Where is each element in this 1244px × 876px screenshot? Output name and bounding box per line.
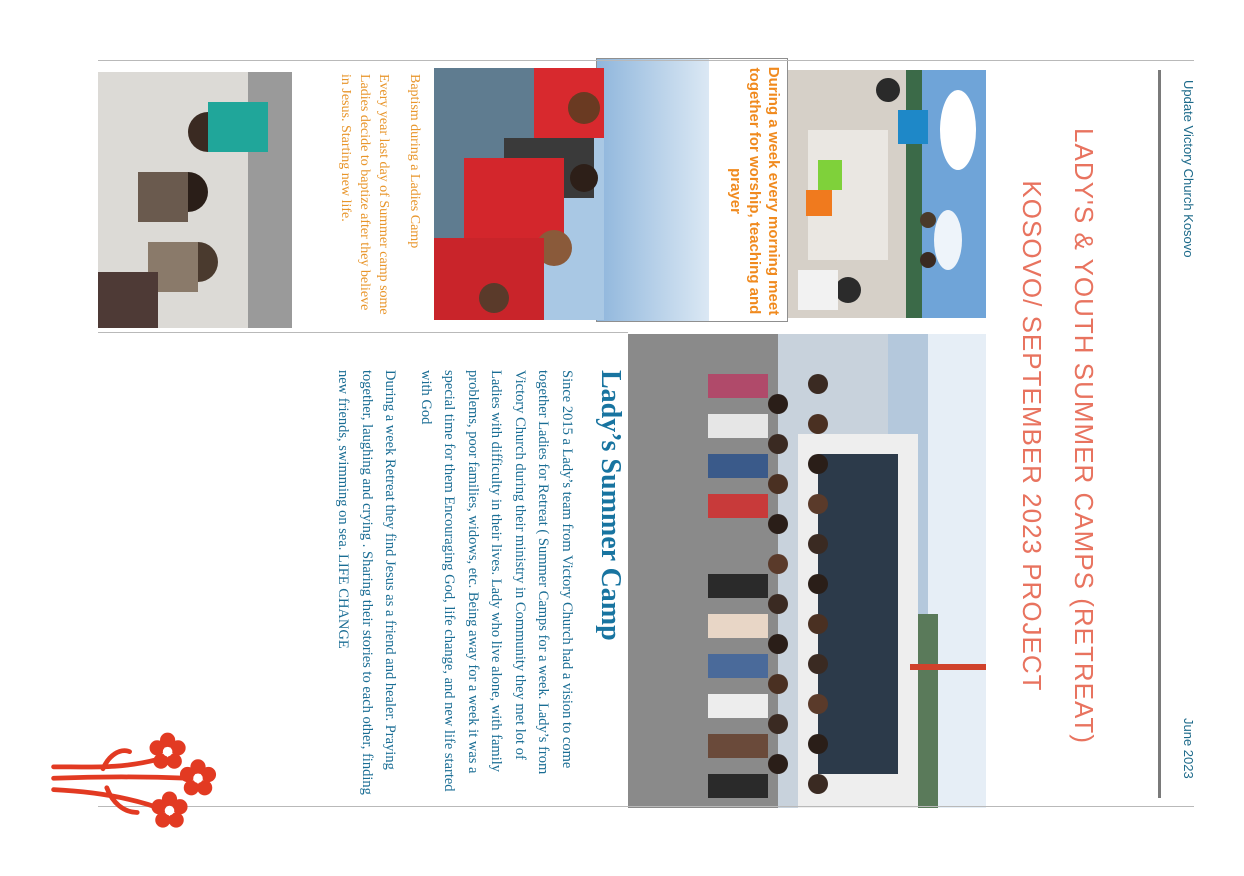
article-body <box>331 370 578 796</box>
main-title-rotated: LADY'S & YOUTH SUMMER CAMPS (RETREAT) KOSOVO/ SEPTEMBER 2023 PROJECT <box>1017 128 1099 744</box>
article-heading: Lady’s Summer Camp <box>595 370 626 641</box>
side-text-para2: Every year last day of Summer camp some Ladies decide to baptize after they believe in Jesus. Starting new life. <box>338 74 391 315</box>
top-page-rule <box>98 60 1194 61</box>
flower-decoration-icon <box>46 730 236 836</box>
middle-rule <box>98 332 628 333</box>
header-date-rotated: June 2023 <box>1181 718 1196 779</box>
article-para2: During a week Retreat they find Jesus as a friend and healer. Praying together, laughing and crying . Sharing their stories to each other, finding new friends, swimming on sea. LIFE CHANGE <box>335 370 399 795</box>
bottom-page-rule <box>98 806 1194 807</box>
header-org-rotated: Update Victory Church Kosovo <box>1181 80 1196 258</box>
article-para1: Since 2015 a Lady’s team from Victory Church had a vision to come together Ladies for Retreat ( Summer Camps for a week. Lady’s from Victory Church during their ministry in Community they met lot of Ladies with difficulty in their lives. Lady who live alone, with family problems, poor families, widows, etc. Being away for a week it was a special time for them Encouraging God, life change, and new life started with God <box>418 370 575 792</box>
caption-text-rotated: During a week every morning meet together for worship, teaching and prayer <box>727 66 782 316</box>
side-text-rotated <box>336 74 424 320</box>
side-text-para1: Baptism during a Ladies Camp <box>407 74 422 249</box>
header-rule-rotated <box>1158 70 1161 798</box>
